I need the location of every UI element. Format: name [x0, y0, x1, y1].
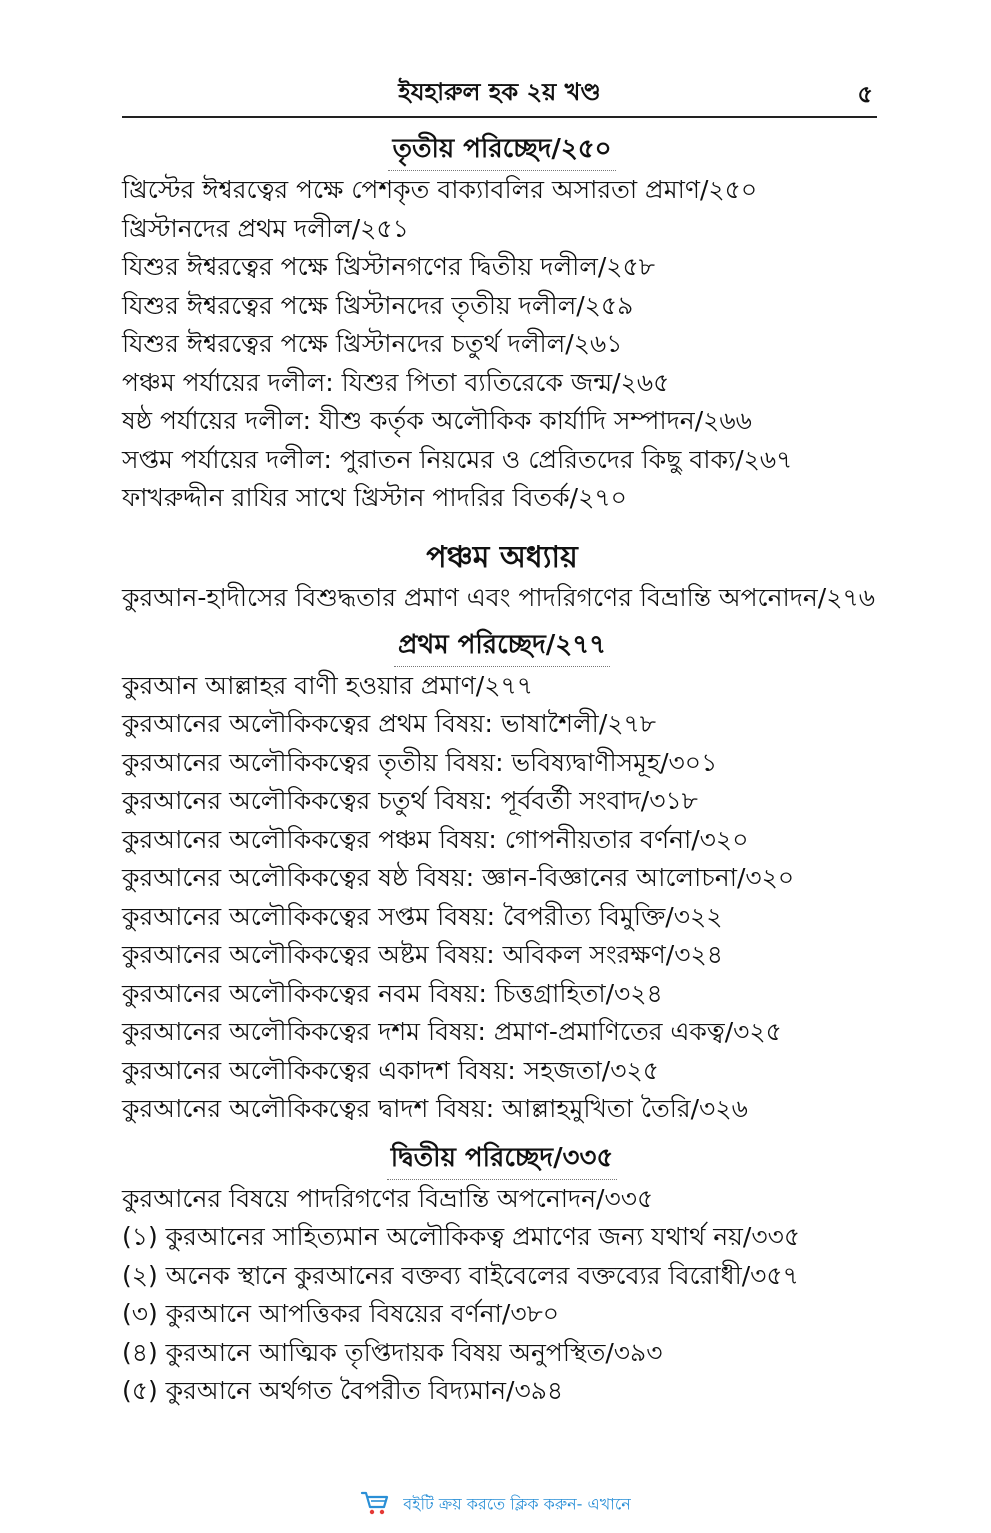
- toc-entry: কুরআনের অলৌকিকত্বের পঞ্চম বিষয়: গোপনীয়তার বর্ণনা/৩২০: [122, 824, 749, 854]
- toc-entry: কুরআনের অলৌকিকত্বের নবম বিষয়: চিত্তগ্রাহিতা/৩২৪: [122, 978, 663, 1008]
- toc-entry: যিশুর ঈশ্বরত্বের পক্ষে খ্রিস্টানদের তৃতীয় দলীল/২৫৯: [122, 290, 634, 320]
- toc-entry: ফাখরুদ্দীন রাযির সাথে খ্রিস্টান পাদরির বিতর্ক/২৭০: [122, 483, 627, 512]
- toc-entry: (৪) কুরআনে আত্মিক তৃপ্তিদায়ক বিষয় অনুপস্থিত/৩৯৩: [122, 1337, 663, 1367]
- toc-entry: কুরআনের অলৌকিকত্বের অষ্টম বিষয়: অবিকল সংরক্ষণ/৩২৪: [122, 940, 723, 969]
- toc-entry: কুরআন আল্লাহর বাণী হওয়ার প্রমাণ/২৭৭: [122, 670, 533, 700]
- toc-entry: যিশুর ঈশ্বরত্বের পক্ষে খ্রিস্টানগণের দ্বিতীয় দলীল/২৫৮: [122, 252, 655, 281]
- toc-entry: যিশুর ঈশ্বরত্বের পক্ষে খ্রিস্টানদের চতুর্থ দলীল/২৬১: [122, 329, 623, 358]
- toc-entry: (২) অনেক স্থানে কুরআনের বক্তব্য বাইবেলের বক্তব্যের বিরোধী/৩৫৭: [122, 1260, 799, 1290]
- toc-entry: কুরআনের অলৌকিকত্বের একাদশ বিষয়: সহজতা/৩২৫: [122, 1055, 659, 1085]
- toc-entry: কুরআনের অলৌকিকত্বের সপ্তম বিষয়: বৈপরীত্য বিমুক্তি/৩২২: [122, 901, 723, 931]
- running-title: ইযহারুল হক ২য় খণ্ড: [398, 78, 601, 106]
- table-of-contents: [122, 130, 882, 1411]
- page-header: [122, 72, 877, 118]
- toc-entry: ষষ্ঠ পর্যায়ের দলীল: যীশু কর্তৃক অলৌকিক কার্যাদি সম্পাদন/২৬৬: [122, 406, 752, 435]
- section-second-items: [122, 1180, 882, 1411]
- chapter-title: পঞ্চম অধ্যায়: [426, 539, 578, 575]
- section-third-items: [122, 171, 882, 518]
- shopping-cart-icon[interactable]: [360, 1488, 390, 1522]
- toc-entry: পঞ্চম পর্যায়ের দলীল: যিশুর পিতা ব্যতিরেকে জন্ম/২৬৫: [122, 367, 670, 397]
- toc-entry: কুরআনের অলৌকিকত্বের ষষ্ঠ বিষয়: জ্ঞান-বিজ্ঞানের আলোচনা/৩২০: [122, 863, 795, 892]
- section-heading-first: প্রথম পরিচ্ছেদ/২৭৭: [122, 626, 882, 667]
- buy-book-link[interactable]: [0, 1488, 991, 1522]
- toc-entry: (১) কুরআনের সাহিত্যমান অলৌকিকত্ব প্রমাণের জন্য যথার্থ নয়/৩৩৫: [122, 1222, 801, 1251]
- toc-entry: সপ্তম পর্যায়ের দলীল: পুরাতন নিয়মের ও প্রেরিতদের কিছু বাক্য/২৬৭: [122, 444, 793, 474]
- toc-entry: (৩) কুরআনে আপত্তিকর বিষয়ের বর্ণনা/৩৮০: [122, 1299, 560, 1328]
- section-first-items: [122, 667, 882, 1129]
- toc-entry: কুরআনের অলৌকিকত্বের দ্বাদশ বিষয়: আল্লাহমুখিতা তৈরি/৩২৬: [122, 1094, 748, 1123]
- toc-entry: কুরআনের অলৌকিকত্বের তৃতীয় বিষয়: ভবিষ্যদ্বাণীসমূহ/৩০১: [122, 747, 718, 777]
- toc-entry: কুরআনের অলৌকিকত্বের প্রথম বিষয়: ভাষাশৈলী/২৭৮: [122, 709, 656, 738]
- toc-entry: কুরআনের অলৌকিকত্বের দশম বিষয়: প্রমাণ-প্রমাণিতের একত্ব/৩২৫: [122, 1017, 782, 1046]
- page-number: ৫: [857, 80, 873, 108]
- toc-entry: খ্রিস্টানদের প্রথম দলীল/২৫১: [122, 213, 409, 243]
- buy-link-text[interactable]: বইটি ক্রয় করতে ক্লিক করুন- এখানে: [403, 1494, 631, 1514]
- toc-entry: (৫) কুরআনে অর্থগত বৈপরীত বিদ্যমান/৩৯৪: [122, 1376, 564, 1405]
- chapter-subtitle: কুরআন-হাদীসের বিশুদ্ধতার প্রমাণ এবং পাদরিগণের বিভ্রান্তি অপনোদন/২৭৬: [122, 582, 875, 612]
- toc-entry: কুরআনের বিষয়ে পাদরিগণের বিভ্রান্তি অপনোদন/৩৩৫: [122, 1183, 654, 1213]
- section-heading-third: তৃতীয় পরিচ্ছেদ/২৫০: [122, 130, 882, 171]
- toc-entry: কুরআনের অলৌকিকত্বের চতুর্থ বিষয়: পূর্ববর্তী সংবাদ/৩১৮: [122, 786, 698, 815]
- section-heading-second: দ্বিতীয় পরিচ্ছেদ/৩৩৫: [122, 1139, 882, 1180]
- toc-entry: খ্রিস্টের ঈশ্বরত্বের পক্ষে পেশকৃত বাক্যাবলির অসারতা প্রমাণ/২৫০: [122, 175, 758, 204]
